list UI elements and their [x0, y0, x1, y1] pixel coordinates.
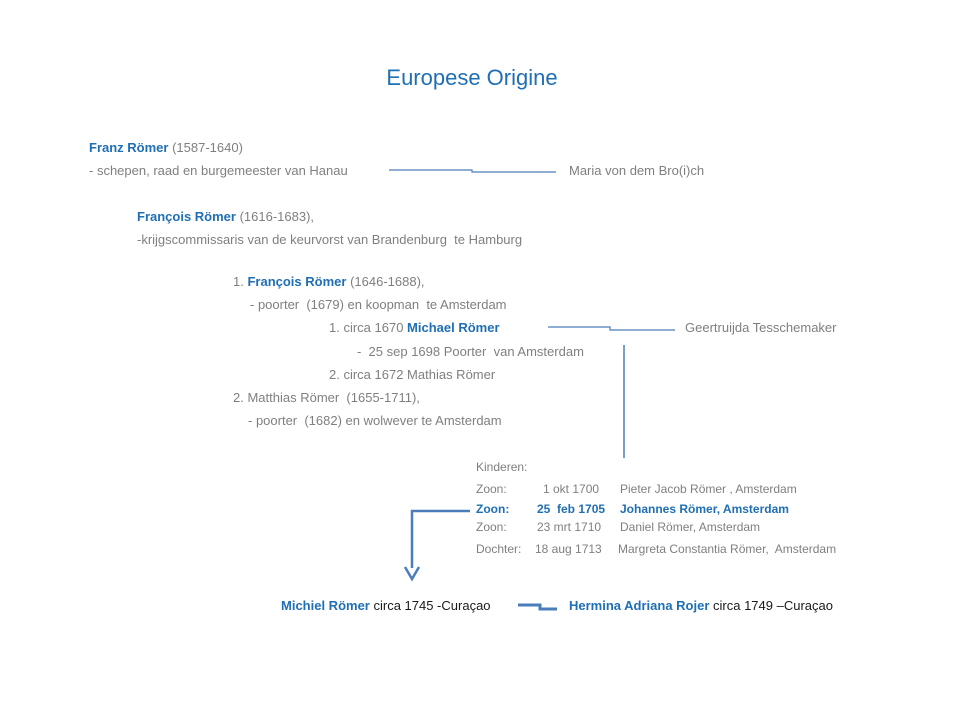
kind-row-1-date: 1 okt 1700: [543, 482, 600, 496]
curacao-wife-info: circa 1749 –Curaçao: [709, 598, 833, 613]
gen3-child1-years: (1646-1688),: [346, 274, 425, 289]
curacao-wife: [569, 598, 833, 614]
gen3-child1-desc: - poorter (1679) en koopman te Amsterdam: [250, 297, 507, 312]
gen3-child2-desc: - poorter (1682) en wolwever te Amsterdam: [248, 413, 502, 428]
gen3-child1-name: François Römer: [247, 274, 347, 289]
gen1-desc: - schepen, raad en burgemeester van Hanau: [89, 163, 348, 178]
kind-row-1-name: Pieter Jacob Römer , Amsterdam: [620, 482, 797, 496]
descent-arrow: [412, 511, 470, 568]
michael-name: Michael Römer: [407, 320, 500, 335]
gen2-name: François Römer: [137, 209, 236, 224]
kind-row-1-rel: Zoon:: [476, 482, 507, 496]
curacao-husband-name: Michiel Römer: [281, 598, 370, 613]
marriage-connector-curacao: [518, 605, 557, 609]
gen3-child1-line: [233, 274, 425, 290]
kinderen-heading: Kinderen:: [476, 460, 528, 474]
curacao-husband: [281, 598, 491, 614]
michael-prefix: 1. circa 1670: [329, 320, 408, 335]
gen2-years: (1616-1683),: [235, 209, 315, 224]
curacao-wife-name: Hermina Adriana Rojer: [569, 598, 710, 613]
gen2-desc: -krijgscommissaris van de keurvorst van Brandenburg te Hamburg: [137, 232, 523, 247]
gen2-line: [137, 209, 314, 225]
gen1-line: [89, 140, 243, 156]
page-title: Europese Origine: [386, 65, 558, 90]
marriage-connector-gen1: [389, 170, 556, 172]
kind-row-3-date: 23 mrt 1710: [537, 520, 602, 534]
kind-row-4-name: Margreta Constantia Römer, Amsterdam: [618, 542, 837, 556]
michael-spouse: Geertruijda Tesschemaker: [685, 320, 837, 335]
kind-row-2-date: 25 feb 1705: [537, 502, 606, 516]
mathias-line: 2. circa 1672 Mathias Römer: [329, 367, 496, 382]
descent-arrow-head: [405, 567, 419, 579]
marriage-connector-michael: [548, 327, 675, 330]
michael-line: [329, 320, 500, 336]
kind-row-3-rel: Zoon:: [476, 520, 507, 534]
gen1-years: (1587-1640): [168, 140, 243, 155]
kind-row-3-name: Daniel Römer, Amsterdam: [620, 520, 761, 534]
gen3-child1-prefix: 1.: [233, 274, 248, 289]
gen3-child2-line: 2. Matthias Römer (1655-1711),: [233, 390, 420, 405]
curacao-husband-info: circa 1745 -Curaçao: [369, 598, 491, 613]
kind-row-2-name: Johannes Römer, Amsterdam: [620, 502, 789, 516]
kind-row-4-date: 18 aug 1713: [535, 542, 602, 556]
gen1-spouse: Maria von dem Bro(i)ch: [569, 163, 705, 178]
gen1-name: Franz Römer: [89, 140, 169, 155]
kind-row-2-rel: Zoon:: [476, 502, 510, 516]
michael-desc: - 25 sep 1698 Poorter van Amsterdam: [357, 344, 584, 359]
kind-row-4-rel: Dochter:: [476, 542, 522, 556]
